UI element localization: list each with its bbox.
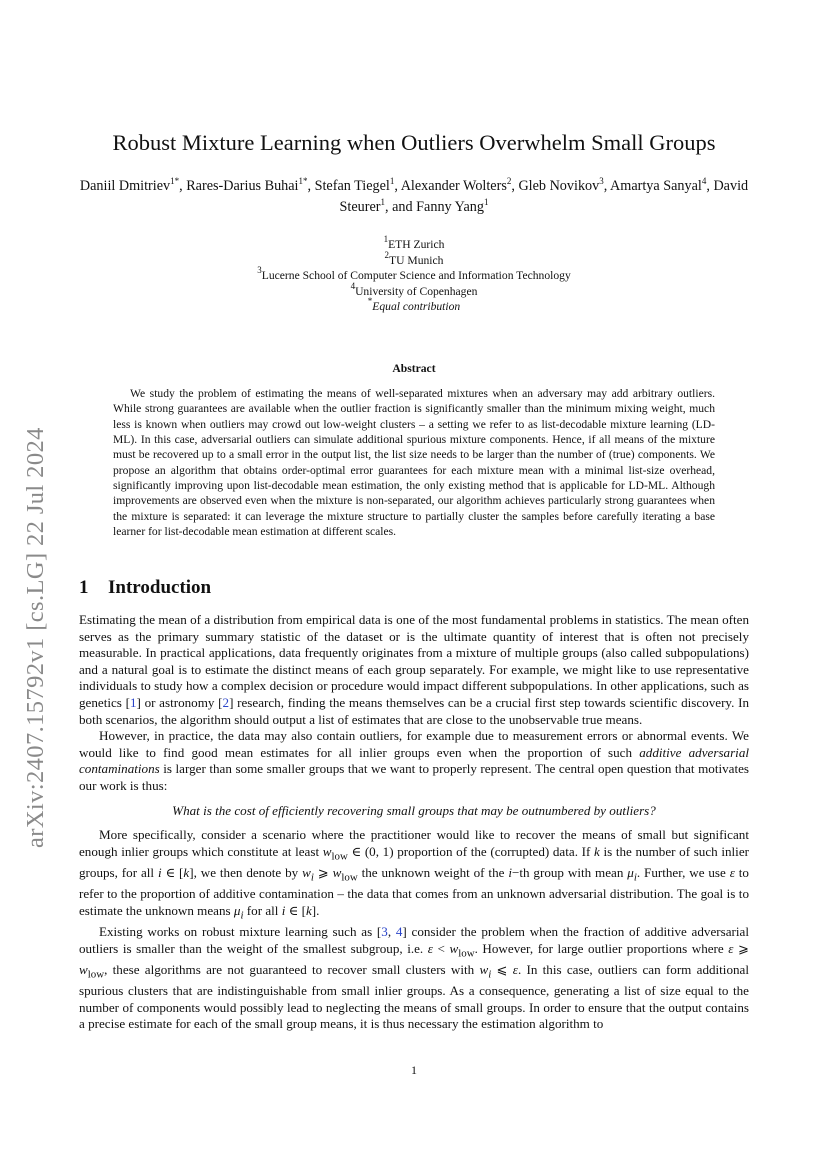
author-affil-marker: 2 <box>506 176 512 186</box>
paragraph: However, in practice, the data may also contain outliers, for example due to measurement errors or abnormal events. We would like to find good mean estimates for all inlier groups even when the proportion of such additive adversarial contaminations is larger than some smaller groups that we want to properly represent. The central open question that motivates our work is thus: <box>79 728 750 793</box>
section-title: Introduction <box>108 577 212 598</box>
author-affil-marker: 1 <box>389 176 395 186</box>
arxiv-identifier-svg <box>14 372 54 850</box>
paragraph: Existing works on robust mixture learning such as [3, 4] consider the problem when the fraction of additive adversarial outliers is smaller than the weight of the smallest subgroup, i.e. $\varepsilon < w_{low}$. However, for large outlier proportions where ε ⩾ $w_{low}$, these algorithms are not guaranteed to recover small clusters with $w_i$ ⩽ ε. In this case, outliers can form additional spurious clusters that are indistinguishable from small inlier groups. As a consequence, generating a list of size equal to the number of components would possibly lead to neglecting the means of small groups. In order to ensure that the output contains a precise estimate for each of the small group means, it is thus necessary the estimation algorithm to <box>79 923 750 1032</box>
author-affil-marker: 1 <box>380 197 386 207</box>
section-heading <box>79 577 749 599</box>
affiliation-text: TU Munich <box>389 253 444 267</box>
author-name: Alexander Wolters <box>400 178 507 194</box>
arxiv-identifier-stamp <box>14 372 54 850</box>
author-name: Stefan Tiegel <box>314 178 390 194</box>
affiliations <box>79 234 749 315</box>
affil-marker: 3 <box>257 265 262 275</box>
paragraph: Estimating the mean of a distribution from empirical data is one of the most fundamental problems in statistics. The mean often serves as the primary summary statistic of the dataset or is the ultimate quantity of interest that is often not precisely measurable. In practical applications, data frequently originates from a mixture of multiple groups (also called subpopulations) and a natural goal is to estimate the distinct means of each group separately. For example, we might like to use representative individuals to study how a complex decision or procedure would impact different subpopulations. In other applications, such as genetics [1] or astronomy [2] research, finding the means themselves can be a crucial first step towards scientific discovery. In both scenarios, the algorithm should output a list of estimates that are close to the unobservable true means. <box>79 612 749 727</box>
arxiv-identifier-text: arXiv:2407.15792v1 [cs.LG] 22 Jul 2024 <box>22 427 49 848</box>
author-name: Fanny Yang <box>416 199 484 215</box>
affiliation-line <box>79 234 749 253</box>
emphasis: additive adversarial contaminations <box>79 744 750 777</box>
section-number: 1 <box>79 577 89 598</box>
abstract-text: We study the problem of estimating the means of well-separated mixtures when an adversary may add arbitrary outliers. While strong guarantees are available when the outlier fraction is significantly smaller than the minimum mixing weight, much less is known when outliers may crowd out low-weight clusters – a setting we refer to as list-decodable mixture learning (LD-ML). In this case, adversarial outliers can simulate additional spurious mixture components. Hence, if all means of the mixture must be recovered up to a small error in the output list, the list size needs to be larger than the number of (true) components. We propose an algorithm that obtains order-optimal error guarantees for each mixture mean with a minimal list-size overhead, significantly improving upon list-decodable mean estimation, the only existing method that is applicable for LD-ML. Although improvements are observed even when the mixture is non-separated, our algorithm achieves particularly strong guarantees when the mixture is separated: it can leverage the mixture structure to partially cluster the samples before carefully iterating a base learner for list-decodable mean estimation at different scales. <box>113 387 715 539</box>
body-text <box>79 612 749 1033</box>
affiliation-text: University of Copenhagen <box>355 284 478 298</box>
citation-link[interactable]: 1 <box>129 694 137 710</box>
affil-marker: 2 <box>384 249 390 260</box>
page-number: 1 <box>411 1063 417 1077</box>
author-affil-marker: 1* <box>170 176 180 186</box>
affil-marker: 1 <box>383 234 389 244</box>
affiliation-line <box>79 265 749 284</box>
paper-title: Robust Mixture Learning when Outliers Overwhelm Small Groups <box>112 130 716 155</box>
affiliation-line <box>79 280 749 300</box>
research-question: What is the cost of efficiently recovering small groups that may be outnumbered by outliers? <box>172 802 656 818</box>
abstract-heading: Abstract <box>392 362 436 375</box>
equal-contribution-note: Equal contribution <box>372 300 461 313</box>
author-affil-marker: 1* <box>298 176 308 186</box>
author-list: Daniil Dmitriev$^{1*}$, Rares-Darius Buhai$^{1*}$, Stefan Tiegel$^1$, Alexander Wolters$^2$, Gleb Novikov$^3$, Amartya Sanyal$^4$, David Steurer$^1$, and Fanny Yang$^1$ <box>79 176 749 215</box>
citation-link[interactable]: 2 <box>222 694 230 710</box>
citation-link[interactable]: 4 <box>395 923 403 939</box>
affiliation-line <box>79 249 749 269</box>
affil-marker: 4 <box>350 280 356 291</box>
author-affil-marker: 4 <box>701 176 707 186</box>
author-affil-marker: 1 <box>483 197 489 207</box>
author-name: David Steurer <box>339 178 749 215</box>
author-name: Rares-Darius Buhai <box>186 178 299 194</box>
citation-link[interactable]: 3 <box>381 923 388 939</box>
affiliation-line <box>79 296 749 315</box>
author-name: Daniil Dmitriev <box>79 178 171 194</box>
affiliation-text: ETH Zurich <box>388 238 445 251</box>
author-name: Amartya Sanyal <box>610 178 702 194</box>
affil-marker: * <box>367 296 373 306</box>
author-name: Gleb Novikov <box>518 178 600 194</box>
paragraph: More specifically, consider a scenario where the practitioner would like to recover the means of small but significant enough inlier groups which constitute at least $w_{low}$ ∈ (0, 1) proportion of the (corrupted) data. If k is the number of such inlier groups, for all i ∈ [k], we then denote by $w_i$ ⩾ $w_{low}$ the unknown weight of the i−th group with mean $\mu_i$. Further, we use ε to refer to the proportion of additive contamination – the data that comes from an unknown adversarial distribution. The goal is to estimate the unknown means $\mu_i$ for all i ∈ [k]. <box>79 827 749 922</box>
affiliation-text: Lucerne School of Computer Science and Information Technology <box>261 269 571 282</box>
author-affil-marker: 3 <box>599 176 604 186</box>
